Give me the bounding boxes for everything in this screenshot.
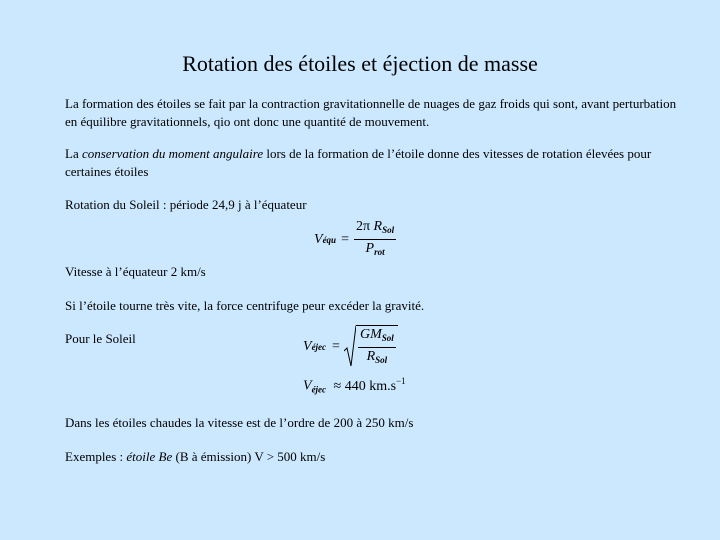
- eq2-den-var: R: [366, 349, 376, 364]
- paragraph-conservation: [65, 145, 685, 181]
- paragraph-formation: La formation des étoiles se fait par la contraction gravitationnelle de nuages de gaz froids qui sont, avant perturbation en équilibre gravitationnels, qio ont donc une quantité de mouvement.: [65, 96, 677, 129]
- eq2-equals: =: [332, 339, 340, 354]
- eq1-num-prefix: 2π: [355, 219, 374, 234]
- eq2-fraction: [358, 326, 396, 369]
- paragraph-examples: [65, 448, 685, 466]
- eq2-den-sub: Sol: [375, 355, 388, 365]
- eq3-exponent: −1: [396, 376, 406, 386]
- examples-suffix: (B à émission) V > 500 km/s: [172, 449, 326, 464]
- conservation-suffix: lors de la formation de l’étoile donne des vitesses de rotation élevées pour certaines étoiles: [65, 146, 652, 179]
- eq3-lhs-sub: éjec: [311, 384, 327, 395]
- paragraph-sun-rotation: Rotation du Soleil : période 24,9 j à l’équateur: [65, 197, 307, 212]
- paragraph-hot-stars: Dans les étoiles chaudes la vitesse est de l’ordre de 200 à 250 km/s: [65, 415, 414, 430]
- eq1-lhs: V: [314, 231, 323, 247]
- eq1-lhs-sub: équ: [322, 234, 337, 245]
- eq3-rhs: ≈ 440 km.s: [333, 378, 397, 394]
- paragraph-for-the-sun: Pour le Soleil: [65, 331, 136, 346]
- eq2-sqrt: [344, 325, 398, 369]
- slide-title: Rotation des étoiles et éjection de masse: [182, 51, 538, 76]
- eq1-den-var: P: [365, 241, 375, 256]
- eq1-fraction: [354, 218, 396, 261]
- examples-prefix: Exemples :: [65, 449, 127, 464]
- eq2-lhs-sub: éjec: [311, 342, 327, 352]
- examples-emphasis: étoile Be: [126, 449, 173, 464]
- sqrt-sign-icon: [344, 325, 356, 367]
- eq2-num-sub: Sol: [381, 333, 394, 343]
- equation-ejection-velocity: [303, 325, 398, 369]
- eq2-lhs: V: [303, 339, 312, 354]
- eq1-den-sub: rot: [374, 247, 385, 257]
- paragraph-equatorial-speed: Vitesse à l’équateur 2 km/s: [65, 264, 206, 279]
- eq3-lhs: V: [303, 378, 312, 394]
- paragraph-centrifugal: Si l’étoile tourne très vite, la force centrifuge peur excéder la gravité.: [65, 298, 425, 313]
- eq1-num-var: R: [373, 219, 383, 234]
- eq1-equals: =: [341, 231, 349, 247]
- conservation-prefix: La: [65, 146, 82, 161]
- eq2-num: GM: [359, 327, 382, 342]
- conservation-emphasis: conservation du moment angulaire: [81, 146, 264, 161]
- equation-equatorial-velocity: [314, 218, 396, 261]
- equation-ejection-value: [303, 376, 406, 395]
- eq1-num-sub: Sol: [382, 225, 395, 235]
